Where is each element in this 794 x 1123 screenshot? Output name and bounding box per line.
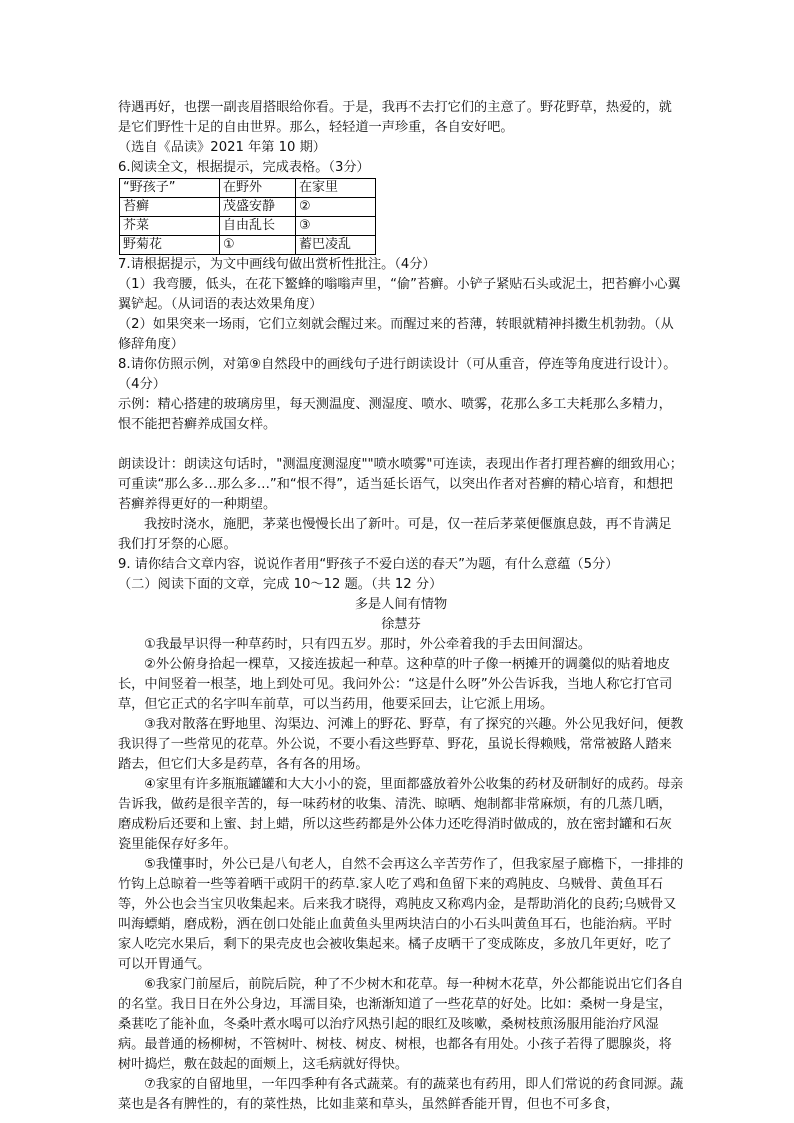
table-cell: 芥菜	[120, 217, 220, 236]
table-header-cell: 在野外	[220, 179, 296, 198]
article-paragraph-3: ③我对散落在野地里、沟渠边、河滩上的野花、野草，有了探究的兴趣。外公见我好问，便教我识得了一些常见的花草。外公说，不要小看这些野草、野花，虽说长得赖贱，常常被路人踏来踏去，但它们大多是药草，各有各的用场。	[118, 717, 684, 772]
table-header-row	[120, 179, 376, 198]
source-note: （选自《品读》2021 年第 10 期）	[118, 140, 326, 155]
question-8: 8.请你仿照示例，对第⑨自然段中的画线句子进行朗读设计（可从重音，停连等角度进行设计）。（4分）	[118, 357, 677, 392]
table-cell: 自由乱长	[220, 217, 296, 236]
article-paragraph-1: ①我最早识得一种草药时，只有四五岁。那时，外公牵着我的手去田间溜达。	[144, 637, 592, 652]
table-cell: ②	[296, 198, 376, 217]
answer-table	[119, 178, 376, 255]
table-header-cell: “野孩子”	[120, 179, 220, 198]
document-page	[118, 98, 684, 1115]
question-7-part-1: （1）我弯腰，低头，在花下鳘蜂的嗡嗡声里，“偷”苔癣。小铲子紧贴石头或泥土，把苔癣小心翼翼铲起。（从词语的表达效果角度）	[118, 277, 681, 312]
table-row	[120, 236, 376, 255]
table-row	[120, 198, 376, 217]
table-cell: 蓄巴凌乱	[296, 236, 376, 255]
paragraph-closing: 待遇再好，也摆一副丧眉搭眼给你看。于是，我再不去打它们的主意了。野花野草，热爱的，就是它们野性十足的自由世界。那么，轻轻道一声珍重，各自安好吧。	[118, 100, 672, 135]
table-cell: ①	[220, 236, 296, 255]
question-7: 7.请根据提示，为文中画线句做出赏析性批注。（4分）	[118, 257, 436, 272]
table-cell: ③	[296, 217, 376, 236]
article-paragraph-2: ②外公俯身拾起一棵草，又接连拔起一种草。这种草的叶子像一柄摊开的调羹似的贴着地皮长，中间竖着一根茎，地上到处可见。我问外公：“这是什么呀”外公告诉我，当地人称它打官司草，但它正式的名字叫车前草，可以当药用，他要采回去，让它派上用场。	[118, 657, 673, 712]
question-9: 9. 请你结合文章内容，说说作者用“野孩子不爱白送的春天”为题，有什么意蕴（5分）	[118, 557, 619, 572]
article-paragraph-7: ⑦我家的自留地里，一年四季种有各式蔬菜。有的蔬菜也有药用，即人们常说的药食同源。蔬菜也是各有脾性的，有的菜性热，比如韭菜和草头，虽然鲜香能开胃，但也不可多食，	[118, 1077, 684, 1112]
article-author: 徐慧芬	[381, 617, 421, 632]
paragraph-q8: 我按时浇水，施肥，茅菜也慢慢长出了新叶。可是，仅一茬后茅菜便偃旗息鼓，再不肯满足我们打牙祭的心愿。	[118, 517, 672, 552]
article-paragraph-6: ⑥我家门前屋后，前院后院，种了不少树木和花草。每一种树木花草，外公都能说出它们各自的名堂。我日日在外公身边，耳濡目染，也渐渐知道了一些花草的好处。比如：桑树一身是宝，桑葚吃了能补血，冬桑叶煮水喝可以治疗风热引起的眼红及咳嗽，桑树枝煎汤服用能治疗风湿病。最普通的杨柳树，不管树叶、树枝、树皮、树根，也都各有用处。小孩子若得了腮腺炎，将树叶捣烂，敷在鼓起的面颊上，这毛病就好得快。	[118, 977, 684, 1072]
article-paragraph-5: ⑤我懂事时，外公已是八旬老人，自然不会再这么辛苦劳作了，但我家屋子廊檐下，一排排的竹钩上总晾着一些等着晒干或阴干的药草.家人吃了鸡和鱼留下来的鸡肫皮、乌贼骨、黄鱼耳石等，外公也会当宝贝收集起来。后来我才晓得，鸡肫皮又称鸡内金，是帮助消化的良药;乌贼骨又叫海螵蛸，磨成粉，洒在创口处能止血黄鱼头里两块洁白的小石头叫黄鱼耳石，也能治病。平时家人吃完水果后，剩下的果壳皮也会被收集起来。橘子皮晒干了变成陈皮，多放几年更好，吃了可以开胃通气。	[118, 857, 684, 972]
table-header-cell: 在家里	[296, 179, 376, 198]
reading-design: 朗读设计：朗读这句话时，"测温度测湿度""喷水喷雾"可连读，表现出作者打理苔癣的细致用心；可重读“那么多…那么多…”和“恨不得”，适当延长语气，以突出作者对苔癣的精心培育，和想把苔癣养得更好的一种期望。	[118, 457, 683, 512]
table-cell: 茂盛安静	[220, 198, 296, 217]
table-cell: 苔癣	[120, 198, 220, 217]
table-row	[120, 217, 376, 236]
table-cell: 野菊花	[120, 236, 220, 255]
question-7-part-2: （2）如果突来一场雨，它们立刻就会醒过来。而醒过来的苔薄，转眼就精神抖擞生机勃勃。（从修辞角度）	[118, 317, 674, 352]
blank-line	[118, 435, 684, 455]
article-title: 多是人间有情物	[354, 597, 448, 612]
article-paragraph-4: ④家里有许多瓶瓶罐罐和大大小小的瓷，里面都盛放着外公收集的药材及研制好的成药。母亲告诉我，做药是很辛苦的，每一味药材的收集、清洗、晾晒、炮制都非常麻烦，有的几蒸几晒，磨成粉后还要和上蜜、封上蜡，所以这些药都是外公体力还吃得消时做成的，放在密封罐和石灰瓷里能保存好多年。	[118, 777, 684, 852]
section-2-heading: （二）阅读下面的文章，完成 10～12 题。（共 12 分）	[118, 577, 443, 592]
question-6: 6.阅读全文，根据提示，完成表格。（3分）	[118, 160, 370, 175]
example-text: 示例：精心搭建的玻璃房里，每天测温度、测湿度、喷水、喷雾，花那么多工夫耗那么多精力，恨不能把苔癣养成国女样。	[118, 397, 672, 432]
